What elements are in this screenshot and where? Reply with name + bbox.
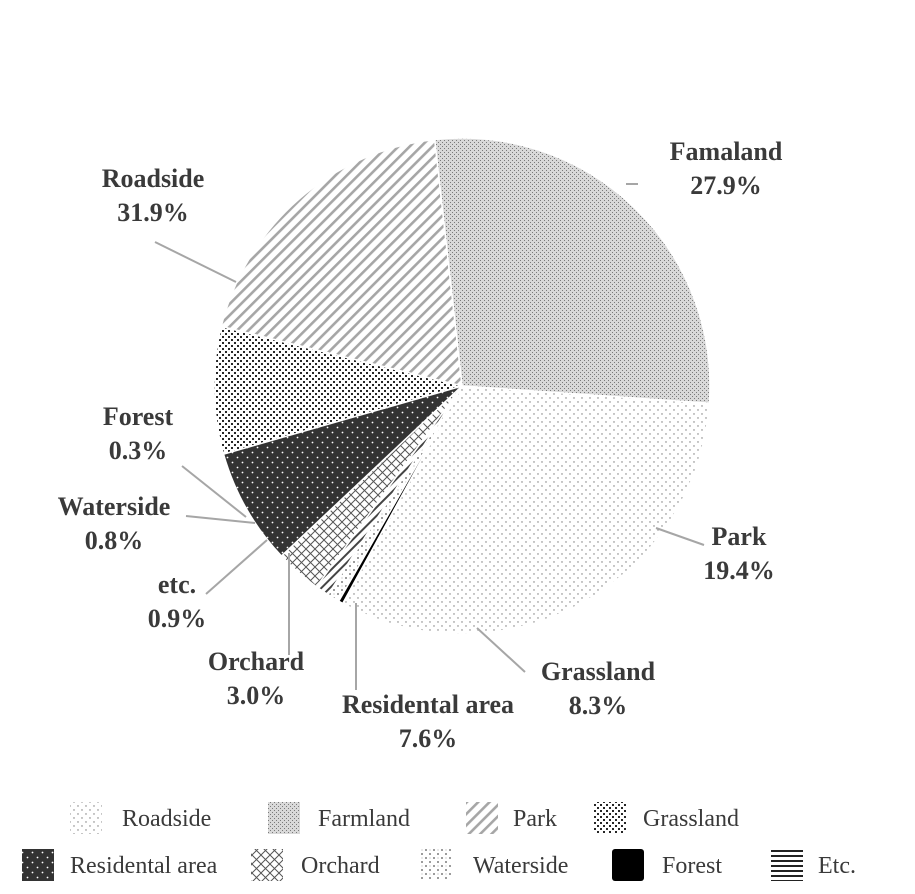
legend-label: Grassland (643, 806, 739, 832)
slice-category-label: Waterside (57, 492, 171, 521)
legend-label: Etc. (818, 853, 856, 879)
legend-swatch-residental-area (22, 849, 54, 881)
slice-category-label: Park (711, 522, 767, 551)
legend-swatch-roadside (70, 802, 102, 834)
legend-swatch-park (466, 802, 498, 834)
pie-slice-famaland (435, 138, 710, 403)
legend (22, 802, 856, 881)
slice-value-label: 0.9% (147, 604, 207, 633)
leader-line (477, 628, 525, 672)
leader-line (155, 242, 236, 282)
slice-value-label: 31.9% (117, 198, 189, 227)
slice-category-label: Orchard (207, 647, 305, 676)
legend-swatch-etc (771, 849, 803, 881)
slice-category-label: Residental area (341, 690, 515, 719)
legend-swatch-waterside (421, 849, 453, 881)
legend-label: Park (513, 806, 557, 832)
slice-category-label: etc. (157, 570, 197, 599)
legend-swatch-grassland (594, 802, 626, 834)
slice-value-label: 7.6% (398, 724, 458, 753)
legend-label: Residental area (70, 853, 218, 879)
leader-line (656, 528, 704, 545)
slice-category-label: Famaland (669, 137, 783, 166)
slice-category-label: Roadside (101, 164, 205, 193)
legend-label: Orchard (301, 853, 380, 879)
slice-category-label: Grassland (540, 657, 656, 686)
slice-value-label: 27.9% (690, 171, 762, 200)
legend-swatch-forest (612, 849, 644, 881)
legend-label: Roadside (122, 806, 212, 832)
legend-swatch-orchard (251, 849, 283, 881)
legend-label: Farmland (318, 806, 410, 832)
legend-label: Waterside (473, 853, 569, 879)
slice-value-label: 3.0% (226, 681, 286, 710)
slice-value-label: 0.8% (84, 526, 144, 555)
slice-value-label: 0.3% (108, 436, 168, 465)
slice-value-label: 19.4% (703, 556, 775, 585)
slice-value-label: 8.3% (568, 691, 628, 720)
legend-label: Forest (662, 853, 722, 879)
slice-category-label: Forest (102, 402, 174, 431)
leader-line (206, 540, 267, 594)
legend-swatch-farmland (268, 802, 300, 834)
